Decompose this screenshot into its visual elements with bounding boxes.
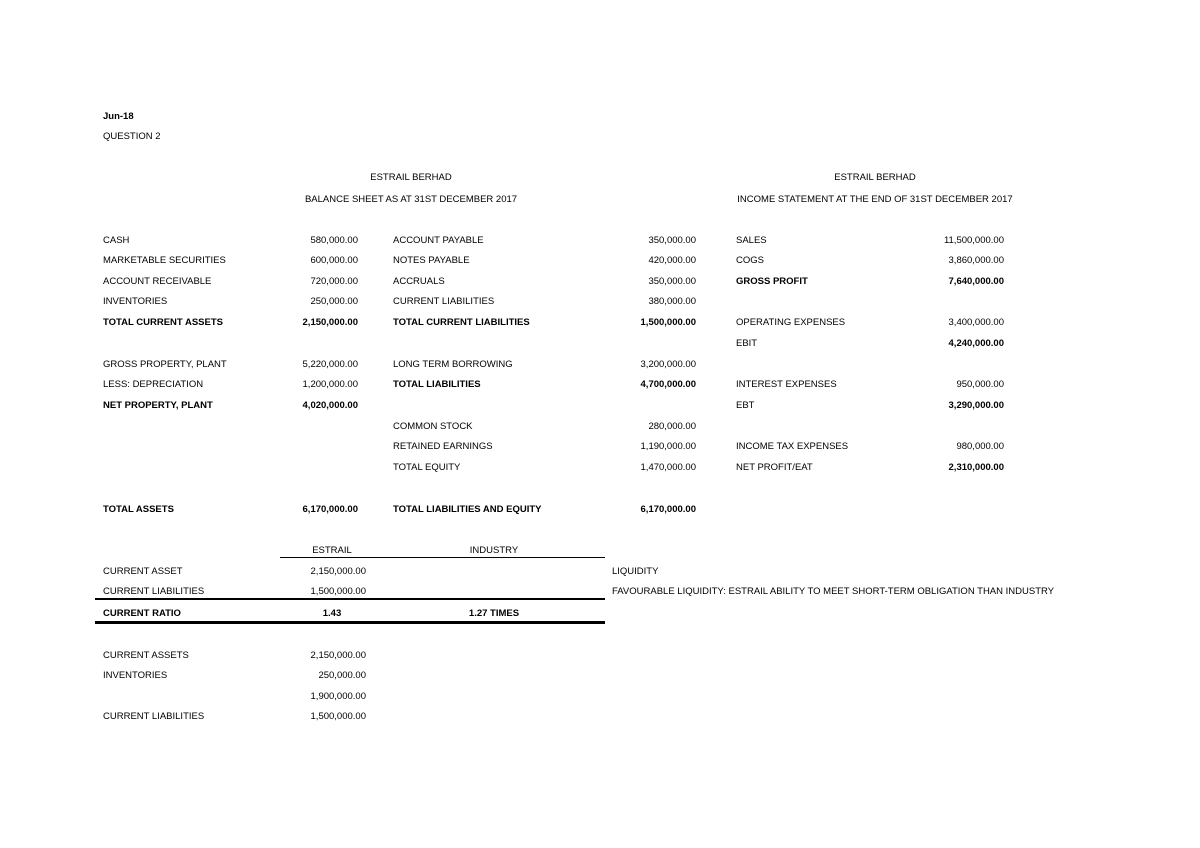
liability-value: 350,000.00 [648,235,696,246]
is-label: NET PROFIT/EAT [736,462,813,473]
question-label: QUESTION 2 [103,131,161,142]
asset-value: 5,220,000.00 [302,359,358,370]
liability-label: LONG TERM BORROWING [393,359,513,370]
is-value: 7,640,000.00 [948,276,1004,287]
liability-label: TOTAL LIABILITIES [393,379,481,390]
asset-label: INVENTORIES [103,296,168,307]
is-value: 980,000.00 [956,441,1004,452]
is-value: 3,860,000.00 [948,255,1004,266]
liability-label: CURRENT LIABILITIES [393,296,495,307]
liquidity-label: LIQUIDITY [612,566,659,577]
liability-value: 380,000.00 [648,296,696,307]
is-value: 3,400,000.00 [948,317,1004,328]
ratio-row-label: CURRENT ASSET [103,566,183,577]
calc-label: CURRENT ASSETS [103,650,189,661]
asset-value: 600,000.00 [310,255,358,266]
ratio-rule-top [95,598,605,600]
asset-label: CASH [103,235,130,246]
is-label: SALES [736,235,767,246]
is-label: INTEREST EXPENSES [736,379,837,390]
header-underline [280,557,605,558]
asset-label: NET PROPERTY, PLANT [103,400,213,411]
equity-value: 280,000.00 [648,421,696,432]
is-label: GROSS PROFIT [736,276,808,287]
asset-label: MARKETABLE SECURITIES [103,255,226,266]
liability-label: TOTAL CURRENT LIABILITIES [393,317,530,328]
equity-label: TOTAL EQUITY [393,462,461,473]
is-title: INCOME STATEMENT AT THE END OF 31ST DECEMBER 2017 [737,194,1013,205]
is-label: INCOME TAX EXPENSES [736,441,849,452]
asset-value: 250,000.00 [310,296,358,307]
current-ratio-label: CURRENT RATIO [103,608,181,619]
total-assets-label: TOTAL ASSETS [103,504,174,515]
asset-value: 4,020,000.00 [302,400,358,411]
liquidity-comment: FAVOURABLE LIQUIDITY: ESTRAIL ABILITY TO MEET SHORT-TERM OBLIGATION THAN INDUSTRY [612,586,1055,597]
is-label: EBIT [736,338,758,349]
asset-label: LESS: DEPRECIATION [103,379,204,390]
bs-company: ESTRAIL BERHAD [370,172,452,183]
is-label: COGS [736,255,764,266]
col-header-estrail: ESTRAIL [312,545,352,556]
asset-label: GROSS PROPERTY, PLANT [103,359,227,370]
liability-label: NOTES PAYABLE [393,255,470,266]
is-value: 4,240,000.00 [948,338,1004,349]
is-value: 11,500,000.00 [943,235,1004,246]
asset-value: 1,200,000.00 [302,379,358,390]
total-liab-equity-value: 6,170,000.00 [640,504,696,515]
total-liab-equity-label: TOTAL LIABILITIES AND EQUITY [393,504,542,515]
is-label: EBT [736,400,755,411]
ratio-row-value: 2,150,000.00 [310,566,366,577]
asset-label: ACCOUNT RECEIVABLE [103,276,212,287]
col-header-industry: INDUSTRY [469,545,519,556]
date-label: Jun-18 [103,111,134,122]
ratio-row-value: 1,500,000.00 [310,586,366,597]
liability-value: 4,700,000.00 [640,379,696,390]
liability-label: ACCRUALS [393,276,445,287]
equity-value: 1,470,000.00 [640,462,696,473]
liability-value: 1,500,000.00 [640,317,696,328]
asset-value: 580,000.00 [310,235,358,246]
liability-label: ACCOUNT PAYABLE [393,235,484,246]
current-ratio-industry: 1.27 TIMES [468,608,520,619]
calc-label: CURRENT LIABILITIES [103,711,205,722]
is-value: 3,290,000.00 [948,400,1004,411]
equity-label: COMMON STOCK [393,421,473,432]
calc-value: 250,000.00 [318,670,366,681]
is-company: ESTRAIL BERHAD [834,172,916,183]
equity-value: 1,190,000.00 [640,441,696,452]
calc-label: INVENTORIES [103,670,168,681]
ratio-row-label: CURRENT LIABILITIES [103,586,205,597]
asset-value: 2,150,000.00 [302,317,358,328]
is-label: OPERATING EXPENSES [736,317,846,328]
calc-value: 2,150,000.00 [310,650,366,661]
asset-value: 720,000.00 [310,276,358,287]
equity-label: RETAINED EARNINGS [393,441,493,452]
ratio-rule-bottom [95,621,605,624]
total-assets-value: 6,170,000.00 [302,504,358,515]
liability-value: 350,000.00 [648,276,696,287]
asset-label: TOTAL CURRENT ASSETS [103,317,223,328]
is-value: 950,000.00 [956,379,1004,390]
liability-value: 3,200,000.00 [640,359,696,370]
is-value: 2,310,000.00 [948,462,1004,473]
liability-value: 420,000.00 [648,255,696,266]
calc-value: 1,900,000.00 [310,691,366,702]
current-ratio-estrail: 1.43 [322,608,342,619]
bs-title: BALANCE SHEET AS AT 31ST DECEMBER 2017 [304,194,518,205]
calc-value: 1,500,000.00 [310,711,366,722]
